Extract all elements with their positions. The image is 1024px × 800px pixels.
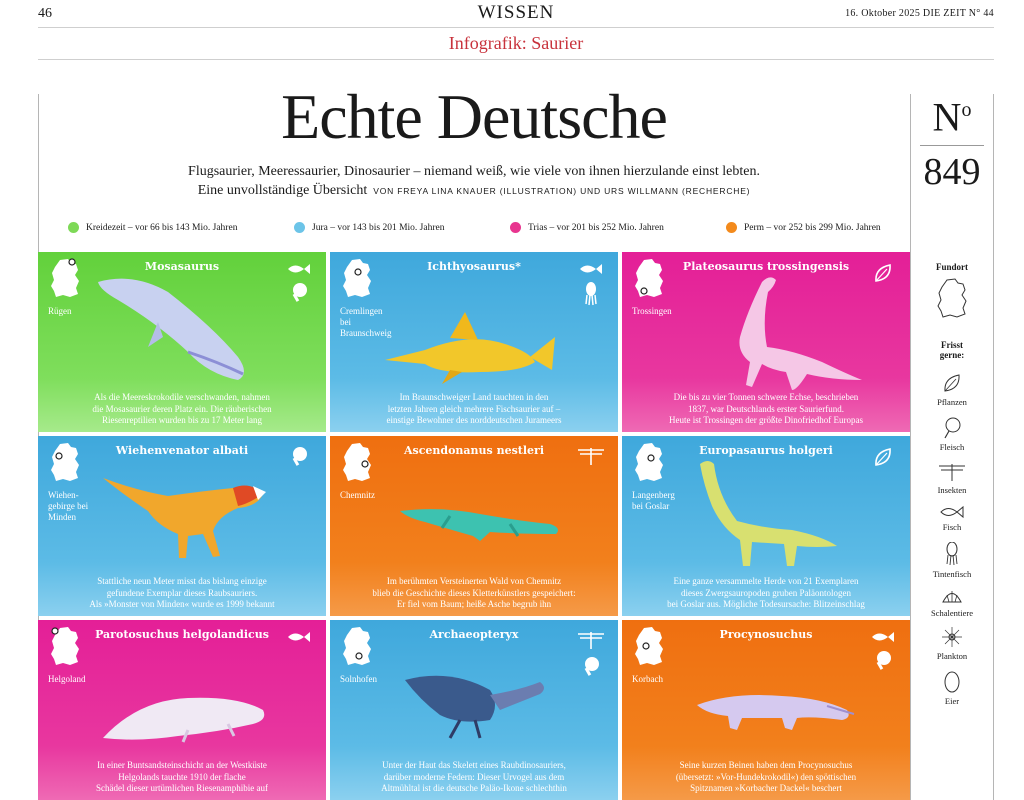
card-title: Procynosuchus (719, 628, 813, 641)
legend-label: Trias – vor 201 bis 252 Mio. Jahren (528, 222, 664, 233)
frisst-label-1: Frisst (941, 340, 963, 350)
place-label: Helgoland (48, 674, 86, 684)
place-label: Wiehen- gebirge bei Minden (48, 490, 89, 522)
sidebar-key (912, 262, 992, 706)
frisst-label-2: gerne: (939, 350, 965, 360)
card-caption: Seine kurzen Beinen haben dem Procynosuchus (übersetzt: »Vor-Hundekrokodil«) den spöttischen Spitznamen »Korbacher Dackel« beschert (675, 760, 857, 793)
legend-item-kreide (68, 222, 237, 233)
legend (38, 222, 910, 240)
card-caption: Eine ganze versammelte Herde von 21 Exemplaren dieses Zwergsauropoden gruben Paläontologen bei Goslar aus. Mögliche Todesursache: Blitzeinschlag (667, 576, 865, 609)
dateline: 16. Oktober 2025 DIE ZEIT N° 44 (845, 8, 994, 19)
headline: Echte Deutsche (281, 81, 667, 152)
issue-symbol: $N^o$ (932, 94, 972, 140)
card-title: Europasaurus holgeri (699, 444, 833, 457)
sidebar-item-tintenfisch: Tintenfisch (912, 542, 992, 579)
page-number: 46 (38, 6, 52, 21)
card-mosasaurus (38, 252, 326, 432)
card-caption: Als die Meereskrokodile verschwanden, nahmen die Mosasaurier deren Platz ein. Die räuberischen Riesenreptilien wurden bis zu 17 Meter lang (92, 392, 272, 425)
sidebar-item-insekten: Insekten (912, 462, 992, 495)
legend-label: Kreidezeit – vor 66 bis 143 Mio. Jahren (86, 222, 238, 233)
card-title: Ichthyosaurus* (427, 260, 521, 273)
card-caption: Unter der Haut das Skelett eines Raubdinosauriers, darüber moderne Federn: Dieser Urvogel aus dem Altmühltal ist die deutsche Paläo-Ikone schlechthin (381, 760, 567, 793)
legend-dot (510, 222, 521, 233)
card-plateosaurus (622, 252, 910, 432)
right-rule (993, 94, 994, 800)
issue-rule (920, 145, 984, 146)
intro-text: Eine unvollständige Übersicht (197, 183, 368, 198)
place-label: Solnhofen (340, 674, 377, 684)
dragonfly-icon (938, 462, 966, 482)
card-caption: Stattliche neun Meter misst das bislang einzige gefundene Exemplar dieses Raubsauriers. Als »Monster von Minden« wurde es 1999 bekannt (89, 576, 275, 609)
card-title: Ascendonanus nestleri (403, 444, 544, 457)
place-label: Cremlingen bei Braunschweig (340, 306, 392, 338)
legend-label: Jura – vor 143 bis 201 Mio. Jahren (312, 222, 445, 233)
plankton-icon (941, 626, 963, 648)
fish-icon (939, 505, 965, 519)
germany-outline-icon (935, 278, 969, 320)
card-parotosuchus (38, 620, 326, 800)
subhead: Infografik: Saurier (38, 30, 994, 60)
squid-icon (945, 542, 959, 566)
legend-item-perm (726, 222, 881, 233)
legend-dot (294, 222, 305, 233)
place-label: Chemnitz (340, 490, 375, 500)
page-header (38, 0, 994, 28)
sidebar-item-schalentiere: Schalentiere (912, 587, 992, 618)
card-title: Wiehenvenator albati (115, 444, 249, 457)
place-label: Korbach (632, 674, 663, 684)
card-caption: Im Braunschweiger Land tauchten in den letzten Jahren gleich mehrere Fischsaurier auf – einstige Bewohner des norddeutschen Jurameers (386, 392, 562, 425)
issue-number-box (912, 88, 992, 192)
sidebar-item-eier: Eier (912, 669, 992, 706)
middle-rule (910, 94, 911, 800)
legend-dot (68, 222, 79, 233)
card-europasaurus (622, 436, 910, 616)
card-archaeopteryx (330, 620, 618, 800)
shell-icon (941, 587, 963, 605)
intro-line-1: Flugsaurier, Meeressaurier, Dinosaurier – niemand weiß, wie viele von ihnen hierzulande einst lebten. (188, 164, 760, 179)
sidebar-item-plankton: Plankton (912, 626, 992, 661)
card-title: Archaeopteryx (429, 628, 519, 641)
egg-icon (943, 669, 961, 693)
sidebar-item-fleisch: Fleisch (912, 417, 992, 452)
byline: VON FREYA LINA KNAUER (ILLUSTRATION) UND URS WILLMANN (RECHERCHE) (373, 186, 751, 196)
place-label: Langenberg bei Goslar (632, 490, 675, 511)
sidebar-item-pflanzen: Pflanzen (912, 372, 992, 407)
leaf-icon (942, 372, 962, 394)
card-title: Plateosaurus trossingensis (682, 260, 850, 273)
card-caption: Im berühmten Versteinerten Wald von Chemnitz blieb die Geschichte dieses Kletterkünstlers gespeichert: Er fiel vom Baum; heiße Asche begrub ihn (372, 576, 576, 609)
card-wiehenvenator (38, 436, 326, 616)
sidebar-item-fisch: Fisch (912, 505, 992, 532)
card-title: Parotosuchus helgolandicus (95, 628, 269, 641)
place-label: Trossingen (632, 306, 672, 316)
legend-item-jura (294, 222, 444, 233)
meat-icon (943, 417, 961, 439)
card-caption: Die bis zu vier Tonnen schwere Echse, beschrieben 1837, war Deutschlands erster Saurierfund. Heute ist Trossingen der größte Dinofriedhof Europas (669, 392, 863, 425)
card-caption: In einer Buntsandsteinschicht an der Westküste Helgolands tauchte 1910 der flache Schädel dieser urtümlichen Riesenamphibie auf (96, 760, 268, 793)
card-title: Mosasaurus (144, 260, 220, 273)
dino-grid (38, 252, 910, 800)
place-label: Rügen (48, 306, 72, 316)
card-procynosuchus (622, 620, 910, 800)
intro-line-2 (38, 183, 910, 199)
card-ascendonanus (330, 436, 618, 616)
section-title: WISSEN (477, 2, 555, 23)
issue-number: 849 (923, 151, 981, 194)
legend-item-trias (510, 222, 664, 233)
card-ichthyosaurus (330, 252, 618, 432)
legend-dot (726, 222, 737, 233)
fundort-label: Fundort (935, 262, 968, 272)
legend-label: Perm – vor 252 bis 299 Mio. Jahren (744, 222, 881, 233)
